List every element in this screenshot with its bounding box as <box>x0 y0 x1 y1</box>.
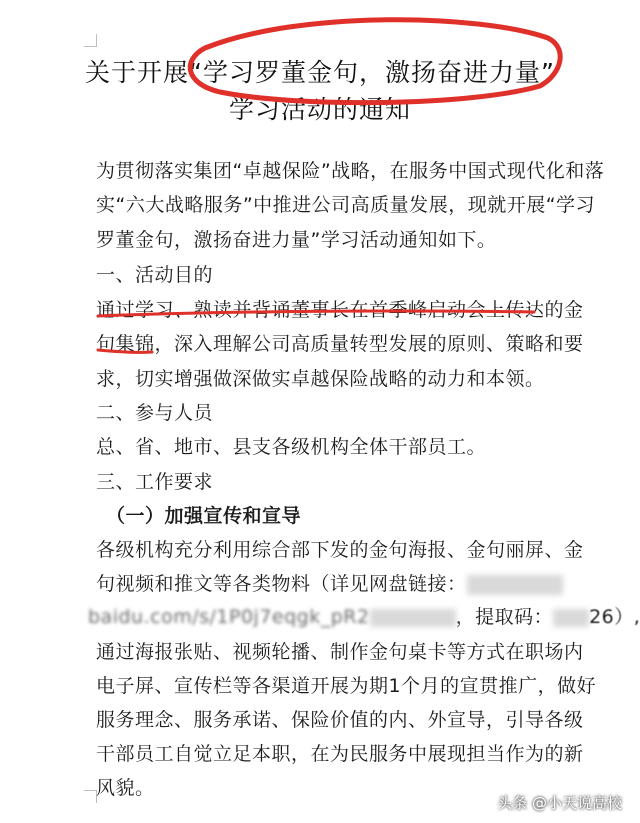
sub-line-1: 各级机构充分利用综合部下发的金句海报、金句丽屏、金 <box>96 539 584 561</box>
page-corner-mark <box>84 34 97 47</box>
section-heading-requirements: 三、工作要求 <box>96 471 214 493</box>
subsection-heading: （一）加强宣传和宣导 <box>106 505 302 527</box>
section-heading-purpose: 一、活动目的 <box>96 264 214 286</box>
sub-line-3 <box>88 602 640 629</box>
purpose-line-2: 句集锦，深入理解公司高质量转型发展的原则、策略和要 <box>96 333 584 355</box>
extract-code-end: 26）, <box>589 606 640 628</box>
netdisk-link-url[interactable]: baidu.com/s/1P0j7eqgk_pR2 <box>88 606 370 628</box>
sub-rest-line-4: 干部员工自觉立足本职，在为民服务中展现担当作为的新 <box>96 743 584 765</box>
extract-code-label: ，提取码： <box>455 606 554 628</box>
sub-line-2-text: 句视频和推文等各类物料（详见网盘链接： <box>96 573 467 595</box>
platform-watermark: 头条 @小天说高校 <box>497 794 622 812</box>
intro-line-3: 罗董金句，激扬奋进力量”学习活动通知如下。 <box>96 229 497 251</box>
sub-line-2 <box>96 569 563 596</box>
sub-rest-line-2: 电子屏、宣传栏等各渠道开展为期1个月的宣贯推广，做好 <box>96 675 597 697</box>
redacted-extract-code <box>553 609 589 627</box>
document-title-line-2: 学习活动的通知 <box>228 95 411 124</box>
section-heading-participants: 二、参与人员 <box>96 402 214 424</box>
document-title-line-1: 关于开展“学习罗董金句，激扬奋进力量” <box>85 58 555 87</box>
intro-line-1: 为贯彻落实集团“卓越保险”战略，在服务中国式现代化和落 <box>96 160 605 182</box>
intro-line-2: 实“六大战略服务”中推进公司高质量发展，现就开展“学习 <box>96 194 596 216</box>
sub-rest-line-3: 服务理念、服务承诺、保险价值的内、外宣导，引导各级 <box>96 709 584 731</box>
sub-rest-line-1: 通过海报张贴、视频轮播、制作金句桌卡等方式在职场内 <box>96 641 584 663</box>
purpose-line-3: 求，切实增强做深做实卓越保险战略的动力和本领。 <box>96 368 545 390</box>
purpose-line-1: 通过学习、熟读并背诵董事长在首季峰启动会上传达的金 <box>96 299 584 321</box>
redacted-link-prefix <box>467 575 563 595</box>
redacted-link-suffix <box>370 609 456 627</box>
participants-line: 总、省、地市、县支各级机构全体干部员工。 <box>96 436 487 458</box>
sub-rest-line-5: 风貌。 <box>96 777 155 799</box>
